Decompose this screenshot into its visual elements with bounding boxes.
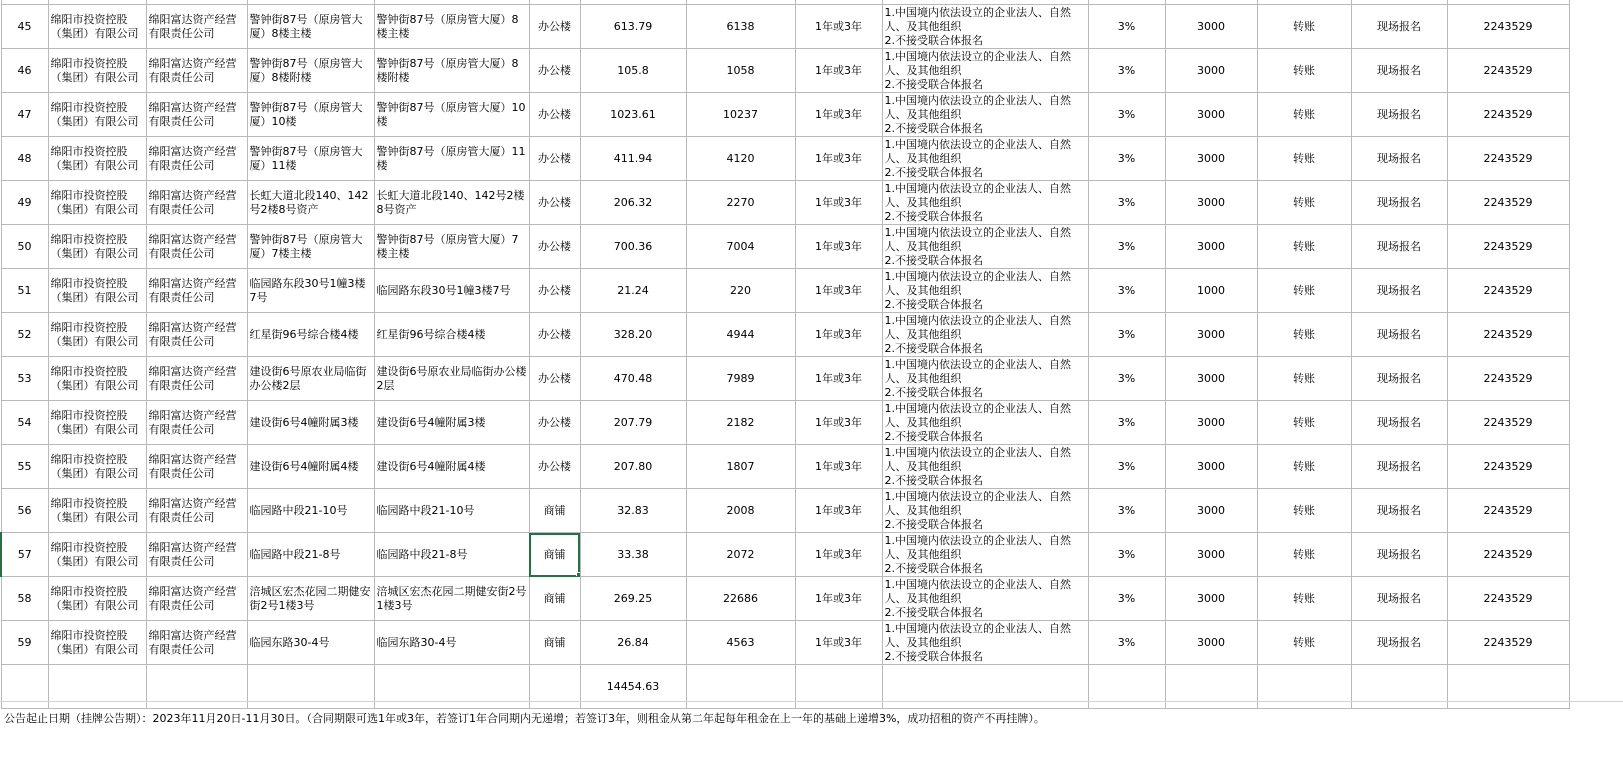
owner-cell[interactable]: 绵阳市投资控股（集团）有限公司 xyxy=(48,93,146,137)
asset-name-cell[interactable]: 临园路中段21-10号 xyxy=(247,489,374,533)
table-row xyxy=(1,577,1569,621)
signup-method-cell[interactable]: 现场报名 xyxy=(1351,49,1447,93)
rent-cell[interactable]: 22686 xyxy=(686,577,795,621)
usage-cell[interactable]: 办公楼 xyxy=(529,313,580,357)
asset-location-cell[interactable]: 涪城区宏杰花园二期健安街2号1楼3号 xyxy=(374,577,529,621)
requirements-cell[interactable] xyxy=(882,181,1088,225)
requirement-line: 2.不接受联合体报名 xyxy=(884,517,983,531)
payment-method-cell[interactable]: 转账 xyxy=(1257,401,1351,445)
rent-cell[interactable]: 220 xyxy=(686,269,795,313)
requirement-line: 2.不接受联合体报名 xyxy=(884,605,983,619)
rent-cell[interactable]: 6138 xyxy=(686,5,795,49)
requirement-line: 2.不接受联合体报名 xyxy=(884,649,983,663)
row-number-cell[interactable]: 55 xyxy=(1,445,48,489)
asset-name-cell[interactable]: 建设街6号4幢附属3楼 xyxy=(247,401,374,445)
lease-term-cell[interactable]: 1年或3年 xyxy=(795,137,882,181)
owner-cell[interactable]: 绵阳市投资控股（集团）有限公司 xyxy=(48,533,146,577)
requirement-line: 2.不接受联合体报名 xyxy=(884,385,983,399)
payment-method-cell[interactable]: 转账 xyxy=(1257,225,1351,269)
usage-cell[interactable]: 办公楼 xyxy=(529,93,580,137)
deposit-cell[interactable]: 3000 xyxy=(1165,5,1257,49)
fill-handle[interactable] xyxy=(576,572,581,577)
phone-cell[interactable]: 2243529 xyxy=(1447,269,1569,313)
operator-cell[interactable]: 绵阳富达资产经营有限责任公司 xyxy=(146,225,247,269)
asset-location-cell[interactable]: 临园路东段30号1幢3楼7号 xyxy=(374,269,529,313)
operator-cell[interactable]: 绵阳富达资产经营有限责任公司 xyxy=(146,489,247,533)
table-row xyxy=(1,357,1569,401)
table-row xyxy=(1,313,1569,357)
increase-rate-cell[interactable]: 3% xyxy=(1088,621,1165,665)
asset-name-cell[interactable]: 长虹大道北段140、142号2楼8号资产 xyxy=(247,181,374,225)
table-row xyxy=(1,137,1569,181)
row-number-cell[interactable]: 47 xyxy=(1,93,48,137)
asset-location-cell[interactable]: 警钟街87号（原房管大厦）8楼主楼 xyxy=(374,5,529,49)
increase-rate-cell[interactable]: 3% xyxy=(1088,269,1165,313)
signup-method-cell[interactable]: 现场报名 xyxy=(1351,621,1447,665)
deposit-cell[interactable]: 3000 xyxy=(1165,225,1257,269)
requirements-cell[interactable] xyxy=(882,5,1088,49)
area-cell[interactable]: 269.25 xyxy=(580,577,686,621)
asset-name-cell[interactable]: 红星街96号综合楼4楼 xyxy=(247,313,374,357)
increase-rate-cell[interactable]: 3% xyxy=(1088,181,1165,225)
requirement-line: 1.中国境内依法设立的企业法人、自然人、及其他组织 xyxy=(884,137,1071,165)
table-row xyxy=(1,269,1569,313)
requirement-line: 2.不接受联合体报名 xyxy=(884,253,983,267)
usage-cell[interactable]: 办公楼 xyxy=(529,181,580,225)
signup-method-cell[interactable]: 现场报名 xyxy=(1351,489,1447,533)
requirement-line: 1.中国境内依法设立的企业法人、自然人、及其他组织 xyxy=(884,181,1071,209)
area-cell[interactable]: 700.36 xyxy=(580,225,686,269)
table-row xyxy=(1,401,1569,445)
area-cell[interactable]: 33.38 xyxy=(580,533,686,577)
usage-cell[interactable]: 办公楼 xyxy=(529,225,580,269)
table-row xyxy=(1,489,1569,533)
increase-rate-cell[interactable]: 3% xyxy=(1088,137,1165,181)
phone-cell[interactable]: 2243529 xyxy=(1447,313,1569,357)
area-cell[interactable]: 207.79 xyxy=(580,401,686,445)
owner-cell[interactable]: 绵阳市投资控股（集团）有限公司 xyxy=(48,401,146,445)
lease-term-cell[interactable]: 1年或3年 xyxy=(795,445,882,489)
phone-cell[interactable]: 2243529 xyxy=(1447,225,1569,269)
requirement-line: 1.中国境内依法设立的企业法人、自然人、及其他组织 xyxy=(884,313,1071,341)
increase-rate-cell[interactable]: 3% xyxy=(1088,533,1165,577)
requirement-line: 1.中国境内依法设立的企业法人、自然人、及其他组织 xyxy=(884,445,1071,473)
asset-name-cell[interactable]: 警钟街87号（原房管大厦）7楼主楼 xyxy=(247,225,374,269)
rent-cell[interactable]: 1058 xyxy=(686,49,795,93)
rent-cell[interactable]: 7004 xyxy=(686,225,795,269)
area-cell[interactable]: 21.24 xyxy=(580,269,686,313)
signup-method-cell[interactable]: 现场报名 xyxy=(1351,357,1447,401)
asset-location-cell[interactable]: 警钟街87号（原房管大厦）8楼附楼 xyxy=(374,49,529,93)
increase-rate-cell[interactable]: 3% xyxy=(1088,357,1165,401)
row-number-cell[interactable]: 46 xyxy=(1,49,48,93)
phone-cell[interactable]: 2243529 xyxy=(1447,445,1569,489)
increase-rate-cell[interactable]: 3% xyxy=(1088,577,1165,621)
deposit-cell[interactable]: 3000 xyxy=(1165,489,1257,533)
operator-cell[interactable]: 绵阳富达资产经营有限责任公司 xyxy=(146,401,247,445)
table-row xyxy=(1,181,1569,225)
area-cell[interactable]: 1023.61 xyxy=(580,93,686,137)
owner-cell[interactable]: 绵阳市投资控股（集团）有限公司 xyxy=(48,269,146,313)
deposit-cell[interactable]: 3000 xyxy=(1165,313,1257,357)
usage-cell[interactable]: 商铺 xyxy=(529,621,580,665)
row-number-cell[interactable]: 51 xyxy=(1,269,48,313)
asset-name-cell[interactable]: 临园路东段30号1幢3楼7号 xyxy=(247,269,374,313)
signup-method-cell[interactable]: 现场报名 xyxy=(1351,5,1447,49)
requirements-cell[interactable] xyxy=(882,357,1088,401)
area-cell[interactable]: 105.8 xyxy=(580,49,686,93)
requirement-line: 1.中国境内依法设立的企业法人、自然人、及其他组织 xyxy=(884,621,1071,649)
phone-cell[interactable]: 2243529 xyxy=(1447,577,1569,621)
operator-cell[interactable]: 绵阳富达资产经营有限责任公司 xyxy=(146,357,247,401)
asset-name-cell[interactable]: 警钟街87号（原房管大厦）10楼 xyxy=(247,93,374,137)
requirement-line: 1.中国境内依法设立的企业法人、自然人、及其他组织 xyxy=(884,489,1071,517)
requirement-line: 1.中国境内依法设立的企业法人、自然人、及其他组织 xyxy=(884,357,1071,385)
operator-cell[interactable]: 绵阳富达资产经营有限责任公司 xyxy=(146,621,247,665)
requirement-line: 1.中国境内依法设立的企业法人、自然人、及其他组织 xyxy=(884,93,1071,121)
asset-location-cell[interactable]: 警钟街87号（原房管大厦）10楼 xyxy=(374,93,529,137)
asset-name-cell[interactable]: 涪城区宏杰花园二期健安街2号1楼3号 xyxy=(247,577,374,621)
usage-cell[interactable]: 办公楼 xyxy=(529,357,580,401)
row-number-cell[interactable]: 56 xyxy=(1,489,48,533)
payment-method-cell[interactable]: 转账 xyxy=(1257,137,1351,181)
owner-cell[interactable]: 绵阳市投资控股（集团）有限公司 xyxy=(48,225,146,269)
lease-term-cell[interactable]: 1年或3年 xyxy=(795,577,882,621)
phone-cell[interactable]: 2243529 xyxy=(1447,5,1569,49)
signup-method-cell[interactable]: 现场报名 xyxy=(1351,181,1447,225)
rent-cell[interactable]: 2270 xyxy=(686,181,795,225)
requirement-line: 2.不接受联合体报名 xyxy=(884,429,983,443)
deposit-cell[interactable]: 3000 xyxy=(1165,533,1257,577)
asset-location-cell[interactable]: 建设街6号4幢附属4楼 xyxy=(374,445,529,489)
area-cell[interactable]: 328.20 xyxy=(580,313,686,357)
increase-rate-cell[interactable]: 3% xyxy=(1088,93,1165,137)
owner-cell[interactable]: 绵阳市投资控股（集团）有限公司 xyxy=(48,357,146,401)
requirements-cell[interactable] xyxy=(882,445,1088,489)
requirement-line: 2.不接受联合体报名 xyxy=(884,33,983,47)
phone-cell[interactable]: 2243529 xyxy=(1447,137,1569,181)
signup-method-cell[interactable]: 现场报名 xyxy=(1351,269,1447,313)
owner-cell[interactable]: 绵阳市投资控股（集团）有限公司 xyxy=(48,181,146,225)
table-row xyxy=(1,621,1569,665)
signup-method-cell[interactable]: 现场报名 xyxy=(1351,577,1447,621)
lease-term-cell[interactable]: 1年或3年 xyxy=(795,313,882,357)
asset-location-cell[interactable]: 红星街96号综合楼4楼 xyxy=(374,313,529,357)
owner-cell[interactable]: 绵阳市投资控股（集团）有限公司 xyxy=(48,621,146,665)
deposit-cell[interactable]: 3000 xyxy=(1165,577,1257,621)
requirements-cell[interactable] xyxy=(882,577,1088,621)
requirement-line: 2.不接受联合体报名 xyxy=(884,473,983,487)
operator-cell[interactable]: 绵阳富达资产经营有限责任公司 xyxy=(146,445,247,489)
usage-cell[interactable]: 办公楼 xyxy=(529,49,580,93)
operator-cell[interactable]: 绵阳富达资产经营有限责任公司 xyxy=(146,5,247,49)
phone-cell[interactable]: 2243529 xyxy=(1447,489,1569,533)
rent-cell[interactable]: 2072 xyxy=(686,533,795,577)
usage-cell[interactable]: 办公楼 xyxy=(529,445,580,489)
payment-method-cell[interactable]: 转账 xyxy=(1257,533,1351,577)
deposit-cell[interactable]: 3000 xyxy=(1165,93,1257,137)
rent-cell[interactable]: 4563 xyxy=(686,621,795,665)
usage-cell[interactable]: 商铺 xyxy=(529,577,580,621)
asset-name-cell[interactable]: 建设街6号原农业局临街办公楼2层 xyxy=(247,357,374,401)
area-cell[interactable]: 207.80 xyxy=(580,445,686,489)
usage-cell[interactable]: 商铺 xyxy=(529,533,580,577)
row-number-cell[interactable]: 54 xyxy=(1,401,48,445)
phone-cell[interactable]: 2243529 xyxy=(1447,401,1569,445)
table-row xyxy=(1,5,1569,49)
table-row xyxy=(1,445,1569,489)
rent-cell[interactable]: 2008 xyxy=(686,489,795,533)
operator-cell[interactable]: 绵阳富达资产经营有限责任公司 xyxy=(146,313,247,357)
owner-cell[interactable]: 绵阳市投资控股（集团）有限公司 xyxy=(48,489,146,533)
announcement-period-note[interactable]: 公告起止日期（挂牌公告期）：2023年11月20日-11月30日。（合同期限可选1年或3年，若签订1年合同期内无递增；若签订3年，则租金从第二年起每年租金在上一年的基础上递增3%，成功招租的资产不再挂牌）。 xyxy=(4,712,1045,725)
requirement-line: 1.中国境内依法设立的企业法人、自然人、及其他组织 xyxy=(884,49,1071,77)
lease-term-cell[interactable]: 1年或3年 xyxy=(795,49,882,93)
operator-cell[interactable]: 绵阳富达资产经营有限责任公司 xyxy=(146,533,247,577)
requirements-cell[interactable] xyxy=(882,49,1088,93)
row-number-cell[interactable]: 45 xyxy=(1,5,48,49)
row-number-cell[interactable]: 49 xyxy=(1,181,48,225)
row-number-cell[interactable]: 53 xyxy=(1,357,48,401)
lease-term-cell[interactable]: 1年或3年 xyxy=(795,93,882,137)
rent-cell[interactable]: 7989 xyxy=(686,357,795,401)
requirements-cell[interactable] xyxy=(882,269,1088,313)
deposit-cell[interactable]: 3000 xyxy=(1165,49,1257,93)
area-cell[interactable]: 470.48 xyxy=(580,357,686,401)
asset-name-cell[interactable]: 警钟街87号（原房管大厦）8楼主楼 xyxy=(247,5,374,49)
requirements-cell[interactable] xyxy=(882,533,1088,577)
deposit-cell[interactable]: 3000 xyxy=(1165,357,1257,401)
operator-cell[interactable]: 绵阳富达资产经营有限责任公司 xyxy=(146,49,247,93)
asset-name-cell[interactable]: 警钟街87号（原房管大厦）8楼附楼 xyxy=(247,49,374,93)
table-row xyxy=(1,93,1569,137)
deposit-cell[interactable]: 3000 xyxy=(1165,621,1257,665)
owner-cell[interactable]: 绵阳市投资控股（集团）有限公司 xyxy=(48,49,146,93)
increase-rate-cell[interactable]: 3% xyxy=(1088,489,1165,533)
phone-cell[interactable]: 2243529 xyxy=(1447,49,1569,93)
requirement-line: 1.中国境内依法设立的企业法人、自然人、及其他组织 xyxy=(884,401,1071,429)
table-row xyxy=(1,533,1569,577)
increase-rate-cell[interactable]: 3% xyxy=(1088,49,1165,93)
total-area-cell[interactable]: 14454.63 xyxy=(580,665,686,709)
table-row xyxy=(1,225,1569,269)
row-number-cell[interactable]: 59 xyxy=(1,621,48,665)
phone-cell[interactable]: 2243529 xyxy=(1447,93,1569,137)
payment-method-cell[interactable]: 转账 xyxy=(1257,621,1351,665)
lease-term-cell[interactable]: 1年或3年 xyxy=(795,357,882,401)
lease-term-cell[interactable]: 1年或3年 xyxy=(795,401,882,445)
asset-location-cell[interactable]: 警钟街87号（原房管大厦）7楼主楼 xyxy=(374,225,529,269)
row-number-cell[interactable]: 50 xyxy=(1,225,48,269)
table-row xyxy=(1,49,1569,93)
signup-method-cell[interactable]: 现场报名 xyxy=(1351,137,1447,181)
requirement-line: 2.不接受联合体报名 xyxy=(884,209,983,223)
lease-term-cell[interactable]: 1年或3年 xyxy=(795,621,882,665)
requirement-line: 2.不接受联合体报名 xyxy=(884,341,983,355)
signup-method-cell[interactable]: 现场报名 xyxy=(1351,313,1447,357)
operator-cell[interactable]: 绵阳富达资产经营有限责任公司 xyxy=(146,137,247,181)
asset-name-cell[interactable]: 建设街6号4幢附属4楼 xyxy=(247,445,374,489)
area-cell[interactable]: 32.83 xyxy=(580,489,686,533)
operator-cell[interactable]: 绵阳富达资产经营有限责任公司 xyxy=(146,269,247,313)
lease-term-cell[interactable]: 1年或3年 xyxy=(795,489,882,533)
deposit-cell[interactable]: 1000 xyxy=(1165,269,1257,313)
asset-location-cell[interactable]: 警钟街87号（原房管大厦）11楼 xyxy=(374,137,529,181)
row-number-cell[interactable]: 48 xyxy=(1,137,48,181)
payment-method-cell[interactable]: 转账 xyxy=(1257,93,1351,137)
rent-cell[interactable]: 2182 xyxy=(686,401,795,445)
owner-cell[interactable]: 绵阳市投资控股（集团）有限公司 xyxy=(48,313,146,357)
owner-cell[interactable]: 绵阳市投资控股（集团）有限公司 xyxy=(48,445,146,489)
requirements-cell[interactable] xyxy=(882,93,1088,137)
requirements-cell[interactable] xyxy=(882,489,1088,533)
phone-cell[interactable]: 2243529 xyxy=(1447,357,1569,401)
increase-rate-cell[interactable]: 3% xyxy=(1088,5,1165,49)
requirement-line: 1.中国境内依法设立的企业法人、自然人、及其他组织 xyxy=(884,577,1071,605)
operator-cell[interactable]: 绵阳富达资产经营有限责任公司 xyxy=(146,93,247,137)
asset-location-cell[interactable]: 临园路中段21-10号 xyxy=(374,489,529,533)
signup-method-cell[interactable]: 现场报名 xyxy=(1351,445,1447,489)
area-cell[interactable]: 26.84 xyxy=(580,621,686,665)
lease-term-cell[interactable]: 1年或3年 xyxy=(795,181,882,225)
operator-cell[interactable]: 绵阳富达资产经营有限责任公司 xyxy=(146,577,247,621)
usage-cell[interactable]: 办公楼 xyxy=(529,5,580,49)
owner-cell[interactable]: 绵阳市投资控股（集团）有限公司 xyxy=(48,5,146,49)
area-cell[interactable]: 206.32 xyxy=(580,181,686,225)
usage-cell[interactable]: 办公楼 xyxy=(529,401,580,445)
payment-method-cell[interactable]: 转账 xyxy=(1257,269,1351,313)
requirement-line: 1.中国境内依法设立的企业法人、自然人、及其他组织 xyxy=(884,225,1071,253)
requirement-line: 2.不接受联合体报名 xyxy=(884,165,983,179)
asset-name-cell[interactable]: 临园东路30-4号 xyxy=(247,621,374,665)
signup-method-cell[interactable]: 现场报名 xyxy=(1351,225,1447,269)
owner-cell[interactable]: 绵阳市投资控股（集团）有限公司 xyxy=(48,577,146,621)
payment-method-cell[interactable]: 转账 xyxy=(1257,445,1351,489)
requirement-line: 2.不接受联合体报名 xyxy=(884,77,983,91)
phone-cell[interactable]: 2243529 xyxy=(1447,533,1569,577)
phone-cell[interactable]: 2243529 xyxy=(1447,621,1569,665)
requirement-line: 1.中国境内依法设立的企业法人、自然人、及其他组织 xyxy=(884,269,1071,297)
requirement-line: 2.不接受联合体报名 xyxy=(884,561,983,575)
usage-cell[interactable]: 商铺 xyxy=(529,489,580,533)
signup-method-cell[interactable]: 现场报名 xyxy=(1351,533,1447,577)
increase-rate-cell[interactable]: 3% xyxy=(1088,445,1165,489)
payment-method-cell[interactable]: 转账 xyxy=(1257,49,1351,93)
operator-cell[interactable]: 绵阳富达资产经营有限责任公司 xyxy=(146,181,247,225)
area-cell[interactable]: 613.79 xyxy=(580,5,686,49)
deposit-cell[interactable]: 3000 xyxy=(1165,181,1257,225)
lease-term-cell[interactable]: 1年或3年 xyxy=(795,269,882,313)
deposit-cell[interactable]: 3000 xyxy=(1165,401,1257,445)
asset-location-cell[interactable]: 临园路中段21-8号 xyxy=(374,533,529,577)
increase-rate-cell[interactable]: 3% xyxy=(1088,225,1165,269)
deposit-cell[interactable]: 3000 xyxy=(1165,137,1257,181)
payment-method-cell[interactable]: 转账 xyxy=(1257,489,1351,533)
signup-method-cell[interactable]: 现场报名 xyxy=(1351,93,1447,137)
asset-location-cell[interactable]: 临园东路30-4号 xyxy=(374,621,529,665)
asset-name-cell[interactable]: 临园路中段21-8号 xyxy=(247,533,374,577)
requirement-line: 1.中国境内依法设立的企业法人、自然人、及其他组织 xyxy=(884,5,1071,33)
payment-method-cell[interactable]: 转账 xyxy=(1257,5,1351,49)
increase-rate-cell[interactable]: 3% xyxy=(1088,401,1165,445)
requirements-cell[interactable] xyxy=(882,313,1088,357)
rent-cell[interactable]: 4120 xyxy=(686,137,795,181)
asset-name-cell[interactable]: 警钟街87号（原房管大厦）11楼 xyxy=(247,137,374,181)
asset-location-cell[interactable]: 建设街6号4幢附属3楼 xyxy=(374,401,529,445)
payment-method-cell[interactable]: 转账 xyxy=(1257,181,1351,225)
phone-cell[interactable]: 2243529 xyxy=(1447,181,1569,225)
lease-term-cell[interactable]: 1年或3年 xyxy=(795,225,882,269)
requirements-cell[interactable] xyxy=(882,621,1088,665)
increase-rate-cell[interactable]: 3% xyxy=(1088,313,1165,357)
rent-cell[interactable]: 4944 xyxy=(686,313,795,357)
requirement-line: 2.不接受联合体报名 xyxy=(884,121,983,135)
rent-cell[interactable]: 10237 xyxy=(686,93,795,137)
payment-method-cell[interactable]: 转账 xyxy=(1257,313,1351,357)
area-cell[interactable]: 411.94 xyxy=(580,137,686,181)
row-number-cell[interactable]: 57 xyxy=(1,533,48,577)
row-number-cell[interactable]: 52 xyxy=(1,313,48,357)
signup-method-cell[interactable]: 现场报名 xyxy=(1351,401,1447,445)
owner-cell[interactable]: 绵阳市投资控股（集团）有限公司 xyxy=(48,137,146,181)
rent-cell[interactable]: 1807 xyxy=(686,445,795,489)
lease-term-cell[interactable]: 1年或3年 xyxy=(795,5,882,49)
asset-location-cell[interactable]: 长虹大道北段140、142号2楼8号资产 xyxy=(374,181,529,225)
requirements-cell[interactable] xyxy=(882,225,1088,269)
row-number-cell[interactable]: 58 xyxy=(1,577,48,621)
usage-cell[interactable]: 办公楼 xyxy=(529,269,580,313)
payment-method-cell[interactable]: 转账 xyxy=(1257,577,1351,621)
asset-location-cell[interactable]: 建设街6号原农业局临街办公楼2层 xyxy=(374,357,529,401)
requirements-cell[interactable] xyxy=(882,137,1088,181)
requirement-line: 1.中国境内依法设立的企业法人、自然人、及其他组织 xyxy=(884,533,1071,561)
requirements-cell[interactable] xyxy=(882,401,1088,445)
lease-term-cell[interactable]: 1年或3年 xyxy=(795,533,882,577)
deposit-cell[interactable]: 3000 xyxy=(1165,445,1257,489)
requirement-line: 2.不接受联合体报名 xyxy=(884,297,983,311)
usage-cell[interactable]: 办公楼 xyxy=(529,137,580,181)
footer-divider xyxy=(0,701,1623,702)
payment-method-cell[interactable]: 转账 xyxy=(1257,357,1351,401)
